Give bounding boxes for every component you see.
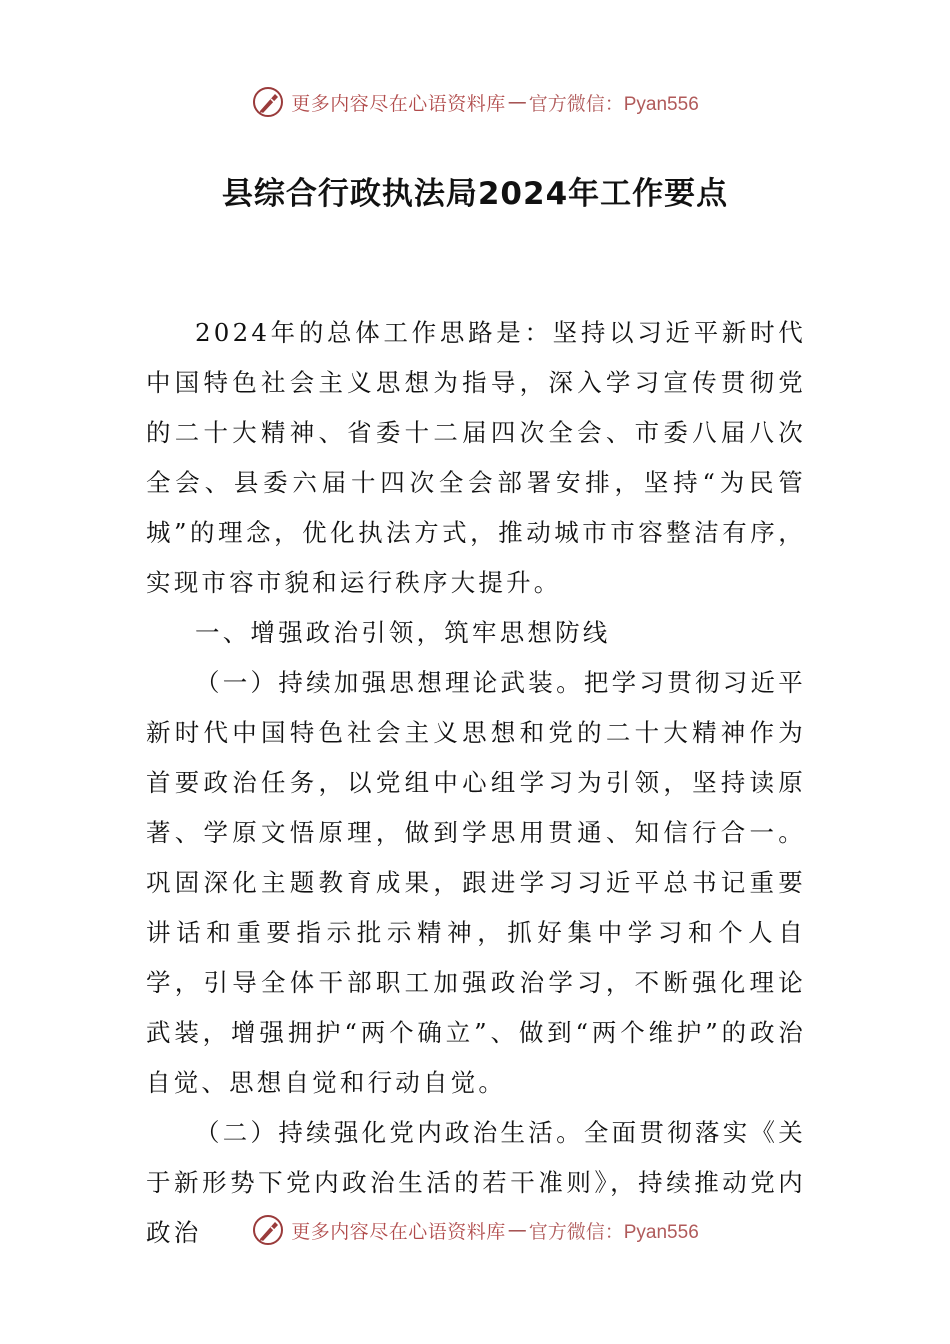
footer-watermark [0,1210,950,1250]
watermark-text: 更多内容尽在心语资料库 [291,1220,506,1243]
section-heading-1: 一、增强政治引领，筑牢思想防线 [195,618,611,647]
subsection-paragraph-1: （一）持续加强思想理论武装。把学习贯彻习近平新时代中国特色社会主义思想和党的二十大精神作为首要政治任务，以党组中心组学习为引领，坚持读原著、学原文悟原理，做到学思用贯通、知信行合一。巩固深化主题教育成果，跟进学习习近平总书记重要讲话和重要指示批示精神，抓好集中学习和个人自学，引导全体干部职工加强政治学习，不断强化理论武装，增强拥护“两个确立”、做到“两个维护”的政治自觉、思想自觉和行动自觉。 [146,668,806,1097]
watermark-contact: 官方微信：Pyan556 [528,93,699,115]
quill-pen-logo-icon [251,1213,285,1247]
watermark-separator: — [507,1219,527,1241]
watermark-text: 更多内容尽在心语资料库 [291,92,506,115]
watermark-separator: — [507,91,527,113]
document-body [146,308,806,1258]
watermark-contact: 官方微信：Pyan556 [528,1221,699,1243]
header-watermark [0,82,950,122]
quill-pen-logo-icon [251,85,285,119]
subsection-paragraph-2: （二）持续强化党内政治生活。全面贯彻落实《关于新形势下党内政治生活的若干准则》，持续推动党内政治 [146,1118,806,1247]
document-title: 县综合行政执法局2024年工作要点 [221,176,729,212]
intro-paragraph: 2024年的总体工作思路是：坚持以习近平新时代中国特色社会主义思想为指导，深入学习宣传贯彻党的二十大精神、省委十二届四次全会、市委八届八次全会、县委六届十四次全会部署安排，坚持“为民管城”的理念，优化执法方式，推动城市市容整洁有序，实现市容市貌和运行秩序大提升。 [146,318,806,597]
